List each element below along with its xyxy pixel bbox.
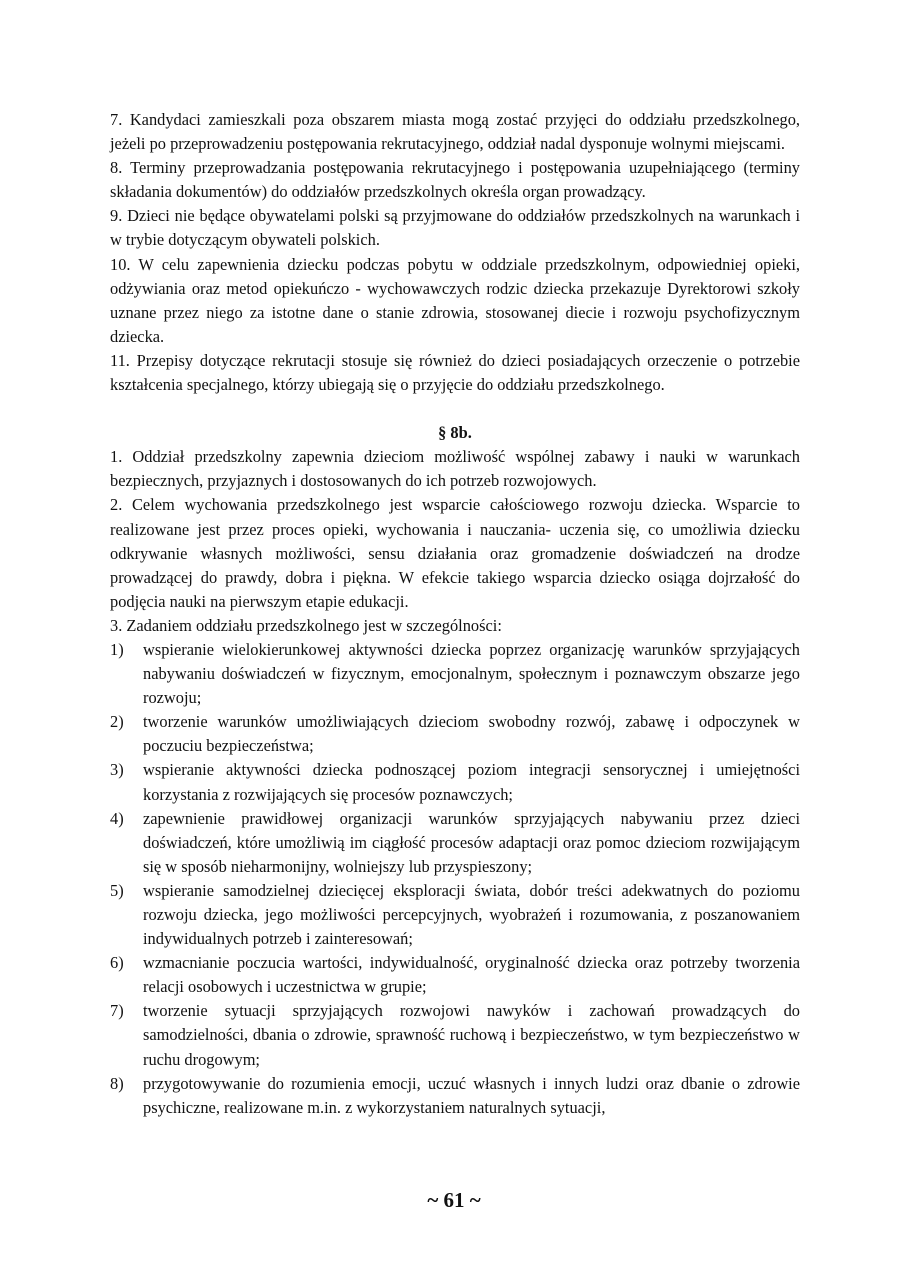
- paragraph-11: 11. Przepisy dotyczące rekrutacji stosuje się również do dzieci posiadających orzeczenie o potrzebie kształcenia specjalnego, którzy ubiegają się o przyjęcie do oddziału przedszkolnego.: [110, 350, 800, 395]
- list-item-text: wspieranie wielokierunkowej aktywności dziecka poprzez organizację warunków sprzyjających nabywaniu doświadczeń w fizycznym, emocjonalnym, społecznym i poznawczym obszarze jego rozwoju;: [143, 639, 800, 708]
- list-item: [110, 807, 800, 879]
- list-item-text: wzmacnianie poczucia wartości, indywidualność, oryginalność dziecka oraz potrzeby tworzenia relacji osobowych i uczestnictwa w grupie;: [143, 953, 800, 997]
- list-item-text: wspieranie samodzielnej dziecięcej eksploracji świata, dobór treści adekwatnych do poziomu rozwoju dziecka, jego możliwości percepcyjnych, wyobrażeń i rozumowania, z poszanowaniem indywidualnych potrzeb i zainteresowań;: [143, 880, 800, 949]
- list-item-text: zapewnienie prawidłowej organizacji warunków sprzyjających nabywaniu przez dzieci doświadczeń, które umożliwią im ciągłość procesów adaptacji oraz pomoc dzieciom rozwijającym się w sposób nieharmonijny, wolniejszy lub przyspieszony;: [143, 808, 800, 876]
- list-item: [110, 758, 800, 806]
- list-item-number: 2): [110, 712, 124, 732]
- list-item: [110, 879, 800, 951]
- list-item-number: 7): [110, 1001, 124, 1021]
- list-item-text: tworzenie warunków umożliwiających dzieciom swobodny rozwój, zabawę i odpoczynek w poczuciu bezpieczeństwa;: [143, 712, 800, 756]
- paragraph-7: 7. Kandydaci zamieszkali poza obszarem miasta mogą zostać przyjęci do oddziału przedszkolnego, jeżeli po przeprowadzeniu postępowania rekrutacyjnego, oddział nadal dysponuje wolnymi miejscami.: [110, 110, 800, 154]
- paragraph-9: 9. Dzieci nie będące obywatelami polski są przyjmowane do oddziałów przedszkolnych na warunkach i w trybie dotyczącym obywateli polskich.: [110, 206, 800, 250]
- section-paragraph-2: 2. Celem wychowania przedszkolnego jest wsparcie całościowego rozwoju dziecka. Wsparcie to realizowane jest przez proces opieki, wychowania i nauczania- uczenia się, co umożliwia dziecku odkrywanie własnych możliwości, sensu działania oraz gromadzenie doświadczeń na drodze prowadzącej do prawdy, dobra i piękna. W efekcie takiego wsparcia dziecko osiąga dojrzałość do podjęcia nauki na pierwszym etapie edukacji.: [110, 495, 800, 611]
- paragraph-10: 10. W celu zapewnienia dziecku podczas pobytu w oddziale przedszkolnym, odpowiedniej opieki, odżywiania oraz metod opiekuńczo - wychowawczych rodzic dziecka przekazuje Dyrektorowi szkoły uznane przez niego za istotne dane o stanie zdrowia, stosowanej diecie i rozwoju psychofizycznym dziecka.: [110, 254, 800, 346]
- document-page: [110, 108, 800, 1120]
- list-item: [110, 638, 800, 710]
- list-item-text: wspieranie aktywności dziecka podnoszącej poziom integracji sensorycznej i umiejętności korzystania z rozwijających się procesów poznawczych;: [143, 760, 800, 804]
- list-item-text: tworzenie sytuacji sprzyjających rozwojowi nawyków i zachowań prowadzących do samodzielności, dbania o zdrowie, sprawność ruchową i bezpieczeństwo, w tym bezpieczeństwo w ruchu drogowym;: [143, 1001, 800, 1069]
- section-paragraph-1: 1. Oddział przedszkolny zapewnia dzieciom możliwość wspólnej zabawy i nauki w warunkach bezpiecznych, przyjaznych i dostosowanych do ich potrzeb rozwojowych.: [110, 447, 800, 491]
- list-item-number: 3): [110, 760, 124, 780]
- list-item-number: 6): [110, 953, 124, 973]
- list-item: [110, 999, 800, 1071]
- list-item-number: 5): [110, 880, 124, 900]
- list-item: [110, 1072, 800, 1120]
- task-list: [110, 638, 800, 1120]
- list-item: [110, 951, 800, 999]
- list-item-number: 1): [110, 639, 124, 659]
- page-number: ~ 61 ~: [427, 1188, 481, 1212]
- section-paragraph-3: 3. Zadaniem oddziału przedszkolnego jest w szczególności:: [110, 615, 502, 635]
- paragraph-8: 8. Terminy przeprowadzania postępowania rekrutacyjnego i postępowania uzupełniającego (terminy składania dokumentów) do oddziałów przedszkolnych określa organ prowadzący.: [110, 158, 800, 202]
- list-item-number: 4): [110, 808, 124, 828]
- list-item-number: 8): [110, 1073, 124, 1093]
- section-heading: § 8b.: [438, 423, 472, 443]
- list-item-text: przygotowywanie do rozumienia emocji, uczuć własnych i innych ludzi oraz dbanie o zdrowie psychiczne, realizowane m.in. z wykorzystaniem naturalnych sytuacji,: [143, 1073, 800, 1117]
- list-item: [110, 710, 800, 758]
